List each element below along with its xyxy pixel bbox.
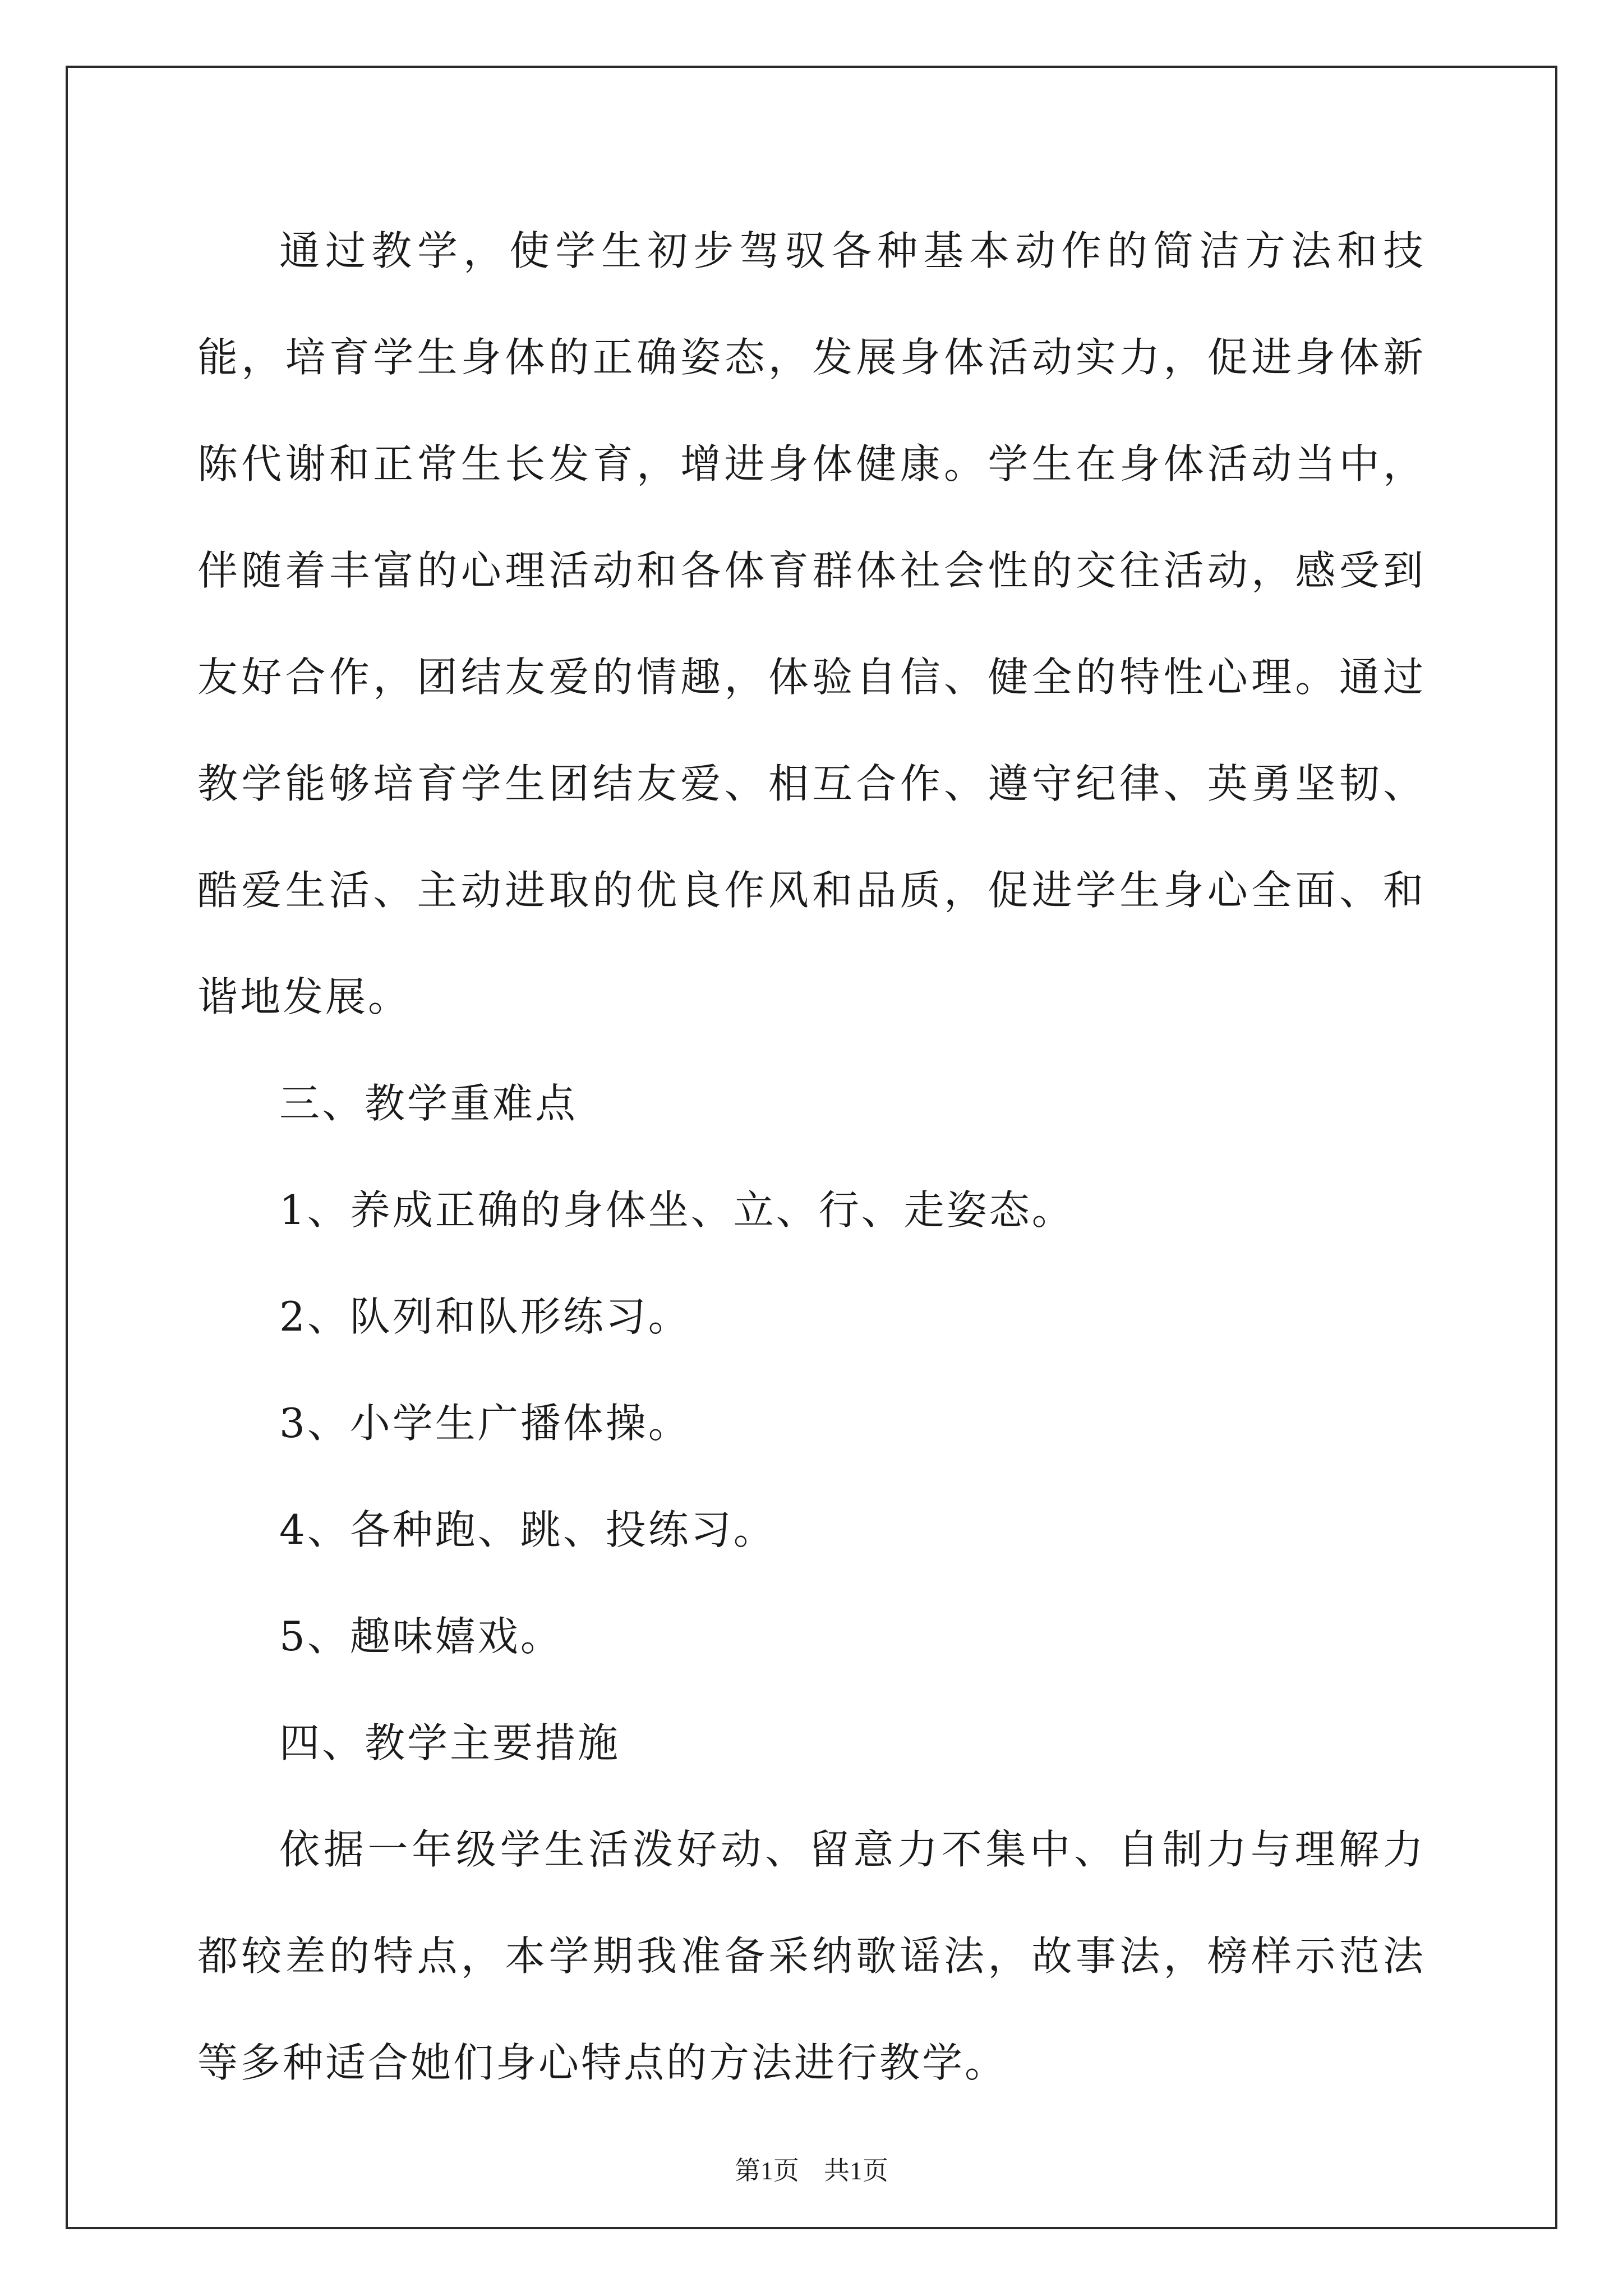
page-footer [0,2154,1623,2188]
list-item-posture: 1、养成正确的身体坐、立、行、走姿态。 [279,1186,1075,1234]
heading-teaching-measures: 四、教学主要措施 [279,1719,621,1766]
document-body [197,197,1426,2116]
list-item-fun-games: 5、趣味嬉戏。 [279,1613,563,1660]
page-total: 共1页 [824,2156,888,2185]
list-item-broadcast-exercise: 3、小学生广播体操。 [279,1400,691,1447]
page-number: 第1页 [735,2156,799,2185]
list-item-formation: 2、队列和队形练习。 [279,1293,691,1340]
heading-key-points: 三、教学重难点 [279,1080,578,1127]
paragraph-measures: 依据一年级学生活泼好动、留意力不集中、自制力与理解力都较差的特点，本学期我准备采纳歌谣法，故事法，榜样示范法等多种适合她们身心特点的方法进行教学。 [197,1826,1426,2086]
paragraph-objectives: 通过教学，使学生初步驾驭各种基本动作的简洁方法和技能，培育学生身体的正确姿态，发展身体活动实力，促进身体新陈代谢和正常生长发育，增进身体健康。学生在身体活动当中，伴随着丰富的心理活动和各体育群体社会性的交往活动，感受到友好合作，团结友爱的情趣，体验自信、健全的特性心理。通过教学能够培育学生团结友爱、相互合作、遵守纪律、英勇坚韧、酷爱生活、主动进取的优良作风和品质，促进学生身心全面、和谐地发展。 [197,227,1426,1020]
list-item-run-jump-throw: 4、各种跑、跳、投练习。 [279,1506,776,1553]
